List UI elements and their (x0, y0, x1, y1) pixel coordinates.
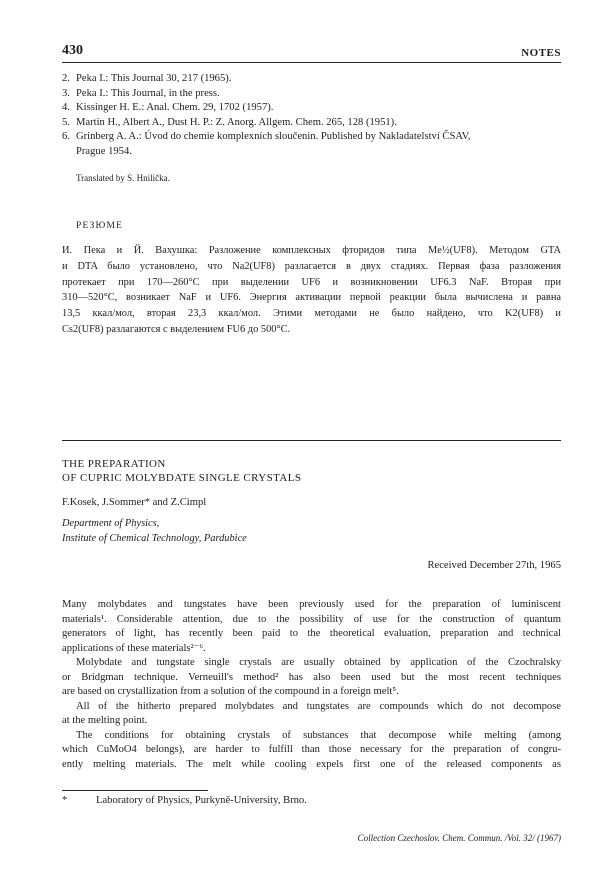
body-line: or Bridgman technique. Verneuill's method² has also been used but the most recent techniques (62, 671, 561, 683)
resume-line: протекает при 170—260°C при выделении UF6 и возникновении UF6.3 NaF. Вторая при (62, 276, 561, 288)
affiliation-line: Institute of Chemical Technology, Pardubice (62, 533, 247, 544)
resume-abstract (62, 243, 561, 338)
reference-text: Grinberg A. A.: Úvod do chemie komplexních sloučenin. Published by Nakladatelství ČSAV, (76, 131, 471, 143)
resume-line: И. Пека и Й. Вахушка: Разложение комплексных фторидов типа Me½(UF8). Методом GTA (62, 245, 561, 256)
footnote-text: Laboratory of Physics, Purkyně-University, Brno. (96, 795, 307, 806)
reference-item (62, 101, 561, 116)
article-title (62, 457, 301, 485)
reference-text: Kissinger H. E.: Anal. Chem. 29, 1702 (1957). (76, 102, 274, 114)
resume-line: 310—520°C, возникает NaF и UF6. Энергия активации первой реакции была вычислена и равна (62, 292, 561, 304)
reference-text: Peka I.: This Journal 30, 217 (1965). (76, 73, 232, 84)
section-name: NOTES (521, 47, 561, 59)
body-line: All of the hitherto prepared molybdates and tungstates are compounds which do not decompose (76, 700, 561, 712)
reference-number: 4. (62, 102, 70, 114)
running-head (62, 43, 561, 59)
reference-number: 5. (62, 116, 70, 128)
reference-number: 6. (62, 131, 70, 143)
reference-number: 2. (62, 73, 70, 84)
affiliation-line: Department of Physics, (62, 518, 160, 529)
page-number: 430 (62, 43, 83, 58)
body-line: Molybdate and tungstate single crystals are usually obtained by application of the Czochralsky (76, 657, 561, 668)
body-line: Many molybdates and tungstates have been previously used for the preparation of luminiscent (62, 599, 561, 610)
section-divider (62, 440, 561, 441)
article-authors: F.Kosek, J.Sommer* and Z.Cimpl (62, 497, 207, 508)
body-line: materials¹. Considerable attention, due to the possibility of use for the construction of quantum (62, 613, 561, 625)
journal-citation: Collection Czechoslov. Chem. Commun. /Vol. 32/ (1967) (357, 833, 561, 843)
body-line: applications of these materials²⁻⁶. (62, 642, 206, 654)
resume-line: Cs2(UF8) разлагаются с выделением FU6 до 500°C. (62, 323, 291, 335)
resume-line: и DTA было установлено, что Na2(UF8) разлагается в двух стадиях. Первая фаза разложения (62, 260, 561, 272)
footnote (62, 795, 307, 806)
reference-text-continued: Prague 1954. (76, 145, 132, 157)
reference-text: Martin H., Albert A., Dust H. P.: Z. Anorg. Allgem. Chem. 265, 128 (1951). (76, 116, 397, 128)
reference-list (62, 72, 561, 160)
reference-item (62, 130, 561, 159)
reference-text: Peka I.: This Journal, in the press. (76, 87, 220, 99)
header-rule (62, 62, 561, 63)
article-body (62, 598, 561, 772)
received-date: Received December 27th, 1965 (427, 560, 561, 571)
translator-credit: Translated by S. Hnilička. (76, 173, 170, 183)
reference-item (62, 72, 561, 87)
body-line: which CuMoO4 belongs), are harder to fulfill than those necessary for the preparation of congru- (62, 744, 561, 755)
body-line: are based on crystallization from a solution of the compound in a foreign melt⁵. (62, 686, 399, 697)
footnote-mark: * (62, 795, 68, 806)
title-line: THE PREPARATION (62, 458, 166, 470)
resume-heading: РЕЗЮМЕ (76, 221, 124, 231)
article-affiliation (62, 516, 247, 546)
title-line: OF CUPRIC MOLYBDATE SINGLE CRYSTALS (62, 472, 302, 484)
body-line: at the melting point. (62, 715, 148, 726)
footnote-rule (62, 790, 208, 791)
reference-item (62, 116, 561, 131)
reference-item (62, 87, 561, 102)
body-line: generators of light, has recently been paid to the theoretical evaluation, preparation and technical (62, 628, 561, 639)
body-line: The conditions for obtaining crystals of substances that decompose while melting (among (76, 729, 561, 741)
resume-line: 13,5 ккал/мол, вторая 23,3 ккал/мол. Этими методами не было найдено, что K2(UF8) и (62, 308, 561, 320)
body-line: ently melting materials. The melt while cooling expels first one of the released components as (62, 758, 561, 770)
reference-number: 3. (62, 87, 70, 99)
